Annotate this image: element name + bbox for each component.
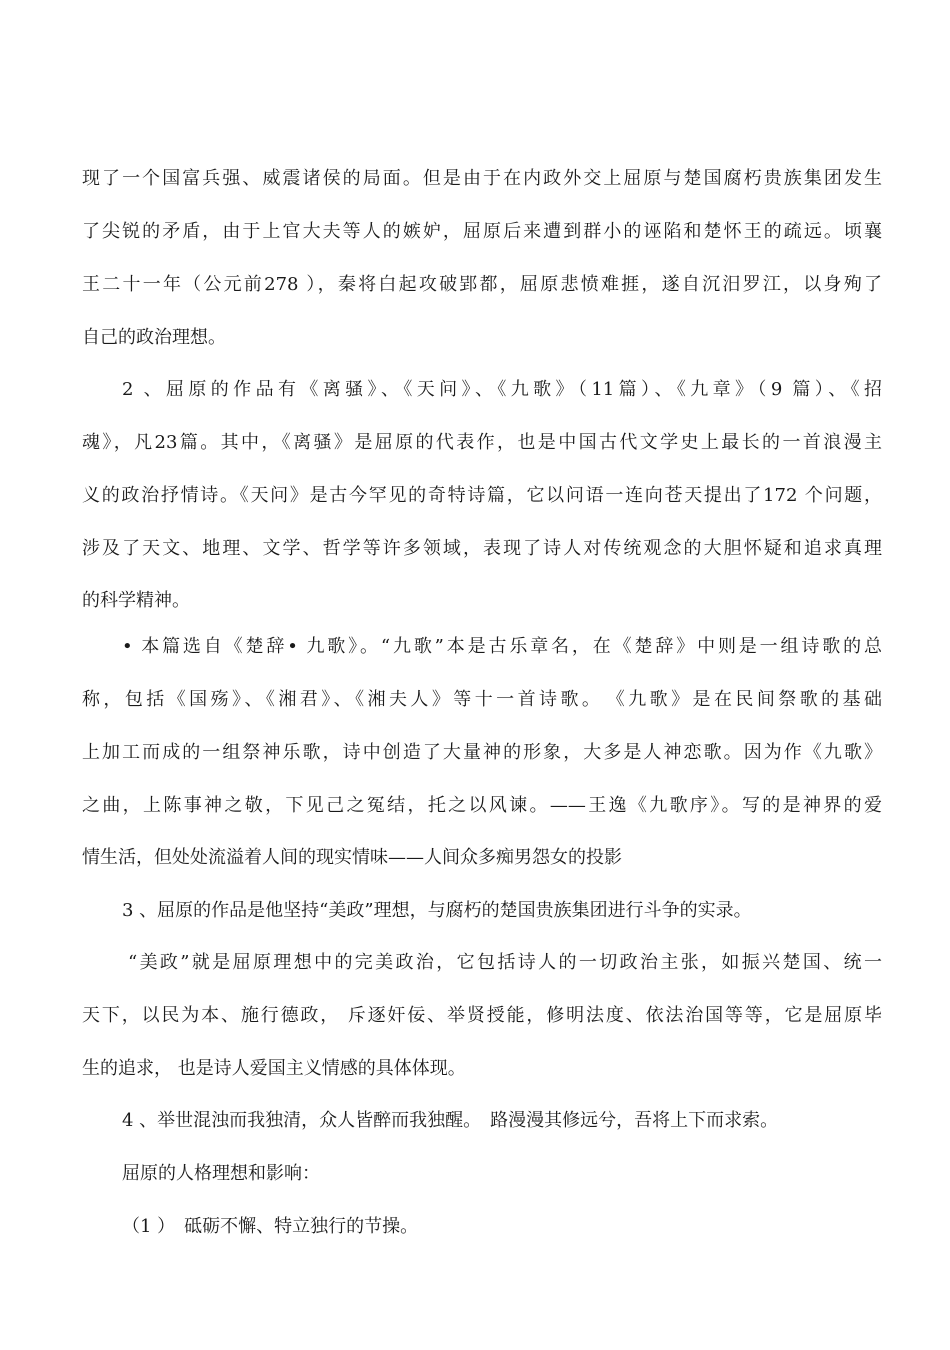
text-line: 义的政治抒情诗。《天问》是古今罕见的奇特诗篇，它以问语一连向苍天提出了172 个问题， — [82, 485, 882, 506]
text-line: 屈原的人格理想和影响： — [122, 1163, 320, 1184]
text-line: 2 、屈原的作品有《离骚》、《天问》、《九歌》（11篇）、《九章》（9 篇）、《招 — [122, 379, 882, 400]
text-line: 称，包括《国殇》、《湘君》、《湘夫人》等十一首诗歌。 《九歌》是在民间祭歌的基础 — [82, 689, 882, 710]
text-line: 的科学精神。 — [82, 590, 190, 611]
text-line: 情生活，但处处流溢着人间的现实情味——人间众多痴男怨女的投影 — [82, 847, 622, 868]
text-line: “美政”就是屈原理想中的完美政治，它包括诗人的一切政治主张，如振兴楚国、统一 — [128, 952, 882, 973]
text-line: • 本篇选自《楚辞• 九歌》。“九歌”本是古乐章名，在《楚辞》中则是一组诗歌的总 — [122, 636, 882, 657]
text-line: 4 、举世混浊而我独清，众人皆醉而我独醒。 路漫漫其修远兮，吾将上下而求索。 — [122, 1110, 779, 1131]
text-line: 王二十一年（公元前278 ），秦将白起攻破郢都，屈原悲愤难捱，遂自沉汨罗江，以身殉了 — [82, 274, 882, 295]
text-line: 魂》，凡23篇。其中，《离骚》是屈原的代表作，也是中国古代文学史上最长的一首浪漫主 — [82, 432, 882, 453]
text-line: 涉及了天文、地理、文学、哲学等许多领域，表现了诗人对传统观念的大胆怀疑和追求真理 — [82, 538, 882, 559]
text-line: 之曲，上陈事神之敬，下见己之冤结，托之以风谏。——王逸《九歌序》。写的是神界的爱 — [82, 795, 882, 816]
text-line: 天下，以民为本、施行德政， 斥逐奸佞、举贤授能，修明法度、依法治国等等，它是屈原毕 — [82, 1005, 882, 1026]
text-line: 上加工而成的一组祭神乐歌，诗中创造了大量神的形象，大多是人神恋歌。因为作《九歌》 — [82, 742, 882, 763]
text-line: （1 ） 砥砺不懈、特立独行的节操。 — [122, 1216, 419, 1237]
text-line: 自己的政治理想。 — [82, 327, 226, 348]
text-line: 现了一个国富兵强、威震诸侯的局面。但是由于在内政外交上屈原与楚国腐朽贵族集团发生 — [82, 168, 882, 189]
text-line: 3 、屈原的作品是他坚持“美政”理想，与腐朽的楚国贵族集团进行斗争的实录。 — [122, 900, 752, 921]
text-line: 了尖锐的矛盾，由于上官大夫等人的嫉妒，屈原后来遭到群小的诬陷和楚怀王的疏远。顷襄 — [82, 221, 882, 242]
text-line: 生的追求， 也是诗人爱国主义情感的具体体现。 — [82, 1058, 466, 1079]
